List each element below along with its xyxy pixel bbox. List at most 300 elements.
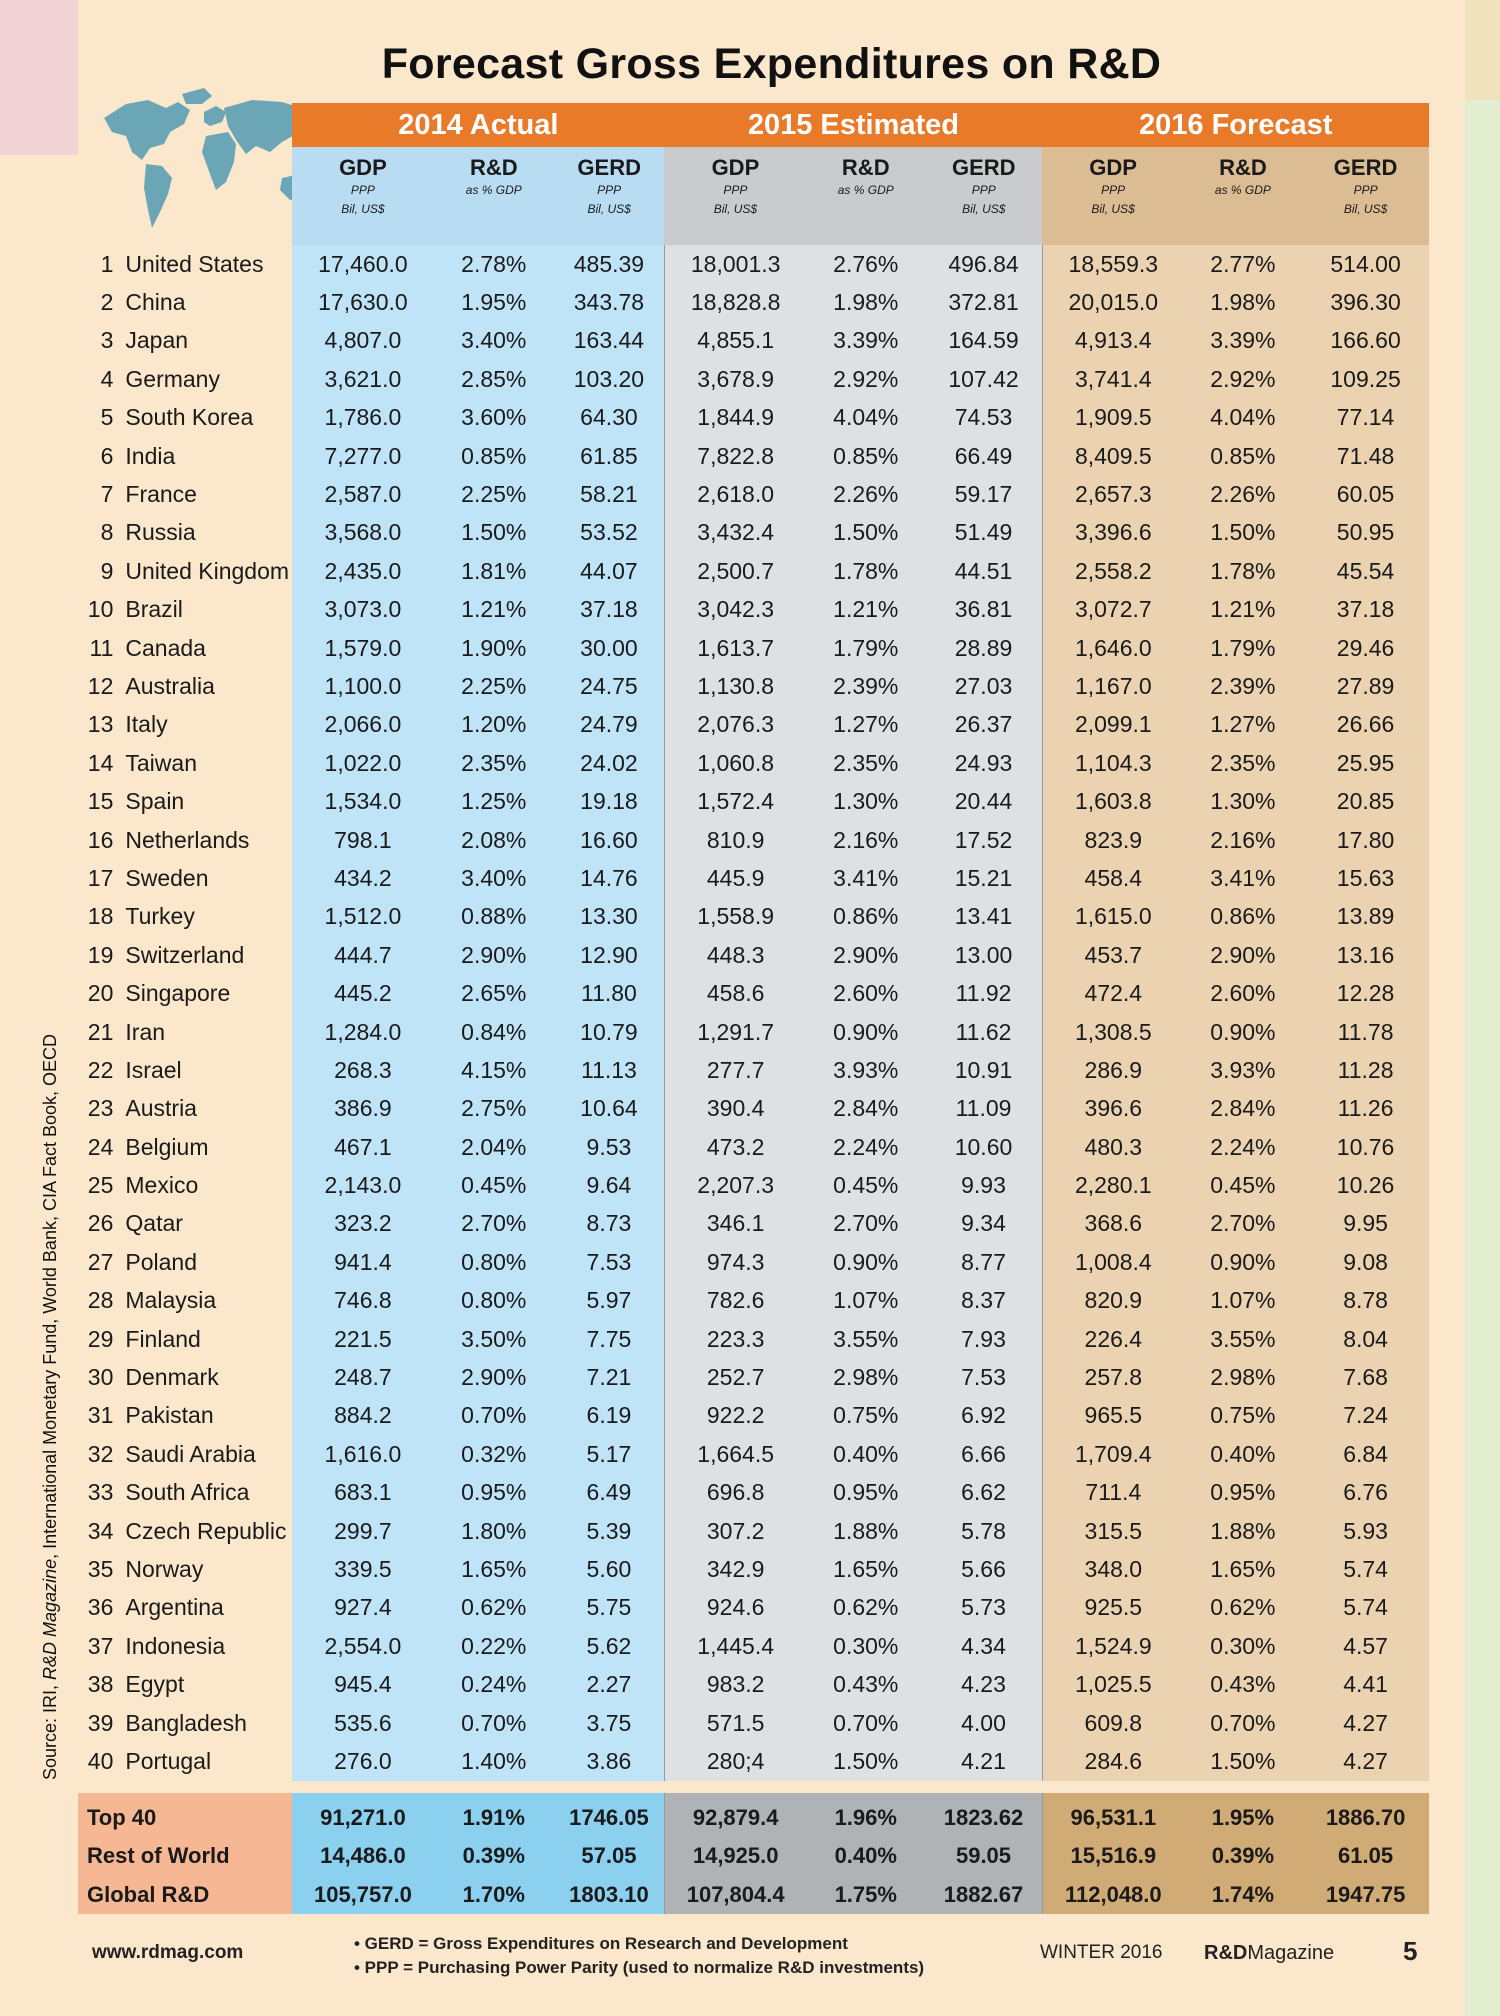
cell-gdp-2015: 1,291.7 (664, 1013, 806, 1051)
cell-country: Italy (125, 711, 168, 738)
cell-rd-2015: 3.39% (807, 322, 926, 360)
total-gerd-2015: 1823.62 (925, 1793, 1042, 1838)
cell-gerd-2016: 4.41 (1302, 1665, 1429, 1703)
cell-rd-2016: 2.92% (1184, 360, 1303, 398)
cell-country: Japan (125, 327, 189, 354)
cell-gerd-2016: 11.28 (1302, 1051, 1429, 1089)
subheader-rd: R&D as % GDP (807, 147, 926, 245)
cell-gerd-2014: 7.53 (554, 1243, 664, 1281)
cell-country: Mexico (125, 1172, 199, 1199)
cell-rank: 25 (87, 1172, 114, 1199)
table-row (78, 898, 1429, 936)
cell-gerd-2014: 163.44 (554, 322, 664, 360)
cell-country: Egypt (125, 1671, 185, 1698)
cell-gerd-2014: 6.49 (554, 1474, 664, 1512)
cell-rd-2015: 0.85% (807, 437, 926, 475)
cell-gdp-2014: 3,073.0 (292, 591, 433, 629)
cell-gerd-2014: 24.02 (554, 744, 664, 782)
cell-gdp-2015: 18,001.3 (664, 245, 806, 283)
cell-rd-2015: 1.78% (807, 552, 926, 590)
group-header-2014: 2014 Actual (292, 103, 664, 147)
cell-gerd-2016: 26.66 (1302, 706, 1429, 744)
cell-country: China (125, 289, 186, 316)
cell-gerd-2016: 109.25 (1302, 360, 1429, 398)
cell-gdp-2016: 4,913.4 (1042, 322, 1183, 360)
cell-gerd-2014: 16.60 (554, 821, 664, 859)
total-label: Global R&D (78, 1876, 292, 1915)
total-gerd-2015: 1882.67 (925, 1876, 1042, 1915)
cell-gerd-2014: 11.80 (554, 974, 664, 1012)
total-gerd-2015: 59.05 (925, 1837, 1042, 1876)
subheader-rd: R&D as % GDP (434, 147, 555, 245)
cell-gerd-2014: 53.52 (554, 514, 664, 552)
cell-gerd-2015: 13.41 (925, 898, 1042, 936)
cell-gdp-2015: 18,828.8 (664, 283, 806, 321)
cell-gdp-2015: 2,076.3 (664, 706, 806, 744)
cell-rank: 3 (100, 327, 114, 354)
cell-rd-2014: 3.40% (434, 859, 555, 897)
cell-gdp-2015: 922.2 (664, 1397, 806, 1435)
cell-gdp-2014: 884.2 (292, 1397, 433, 1435)
table-row (78, 1397, 1429, 1435)
cell-gerd-2015: 4.21 (925, 1742, 1042, 1780)
cell-rd-2014: 2.90% (434, 936, 555, 974)
table-row (78, 1512, 1429, 1550)
cell-rd-2015: 0.43% (807, 1665, 926, 1703)
cell-gerd-2016: 50.95 (1302, 514, 1429, 552)
cell-gdp-2014: 1,100.0 (292, 667, 433, 705)
total-rd-2016: 1.74% (1184, 1876, 1303, 1915)
cell-rd-2014: 1.80% (434, 1512, 555, 1550)
cell-rd-2016: 0.70% (1184, 1704, 1303, 1742)
cell-rank: 15 (87, 788, 114, 815)
cell-gerd-2014: 24.75 (554, 667, 664, 705)
total-gdp-2014: 14,486.0 (292, 1837, 433, 1876)
table-row (78, 1320, 1429, 1358)
cell-rank: 13 (87, 711, 114, 738)
cell-rd-2014: 1.20% (434, 706, 555, 744)
cell-country: Israel (125, 1056, 182, 1083)
cell-rd-2016: 1.30% (1184, 782, 1303, 820)
cell-rd-2015: 3.93% (807, 1051, 926, 1089)
cell-country: Poland (125, 1248, 198, 1275)
cell-country: Austria (125, 1095, 197, 1122)
cell-country: Iran (125, 1018, 166, 1045)
table-row (78, 859, 1429, 897)
cell-gdp-2015: 277.7 (664, 1051, 806, 1089)
edge-stripe-pink (0, 0, 78, 155)
total-gerd-2016: 1886.70 (1302, 1793, 1429, 1838)
cell-gerd-2014: 19.18 (554, 782, 664, 820)
cell-gerd-2014: 6.19 (554, 1397, 664, 1435)
total-label: Top 40 (78, 1793, 292, 1838)
cell-country: Netherlands (125, 826, 250, 853)
cell-gerd-2015: 17.52 (925, 821, 1042, 859)
table-row (78, 1243, 1429, 1281)
table-row (78, 283, 1429, 321)
cell-gdp-2016: 1,646.0 (1042, 629, 1183, 667)
cell-gdp-2014: 1,786.0 (292, 399, 433, 437)
cell-rd-2014: 1.81% (434, 552, 555, 590)
cell-rank: 40 (87, 1747, 114, 1774)
cell-gdp-2015: 3,678.9 (664, 360, 806, 398)
cell-rd-2015: 3.41% (807, 859, 926, 897)
cell-gerd-2015: 10.91 (925, 1051, 1042, 1089)
cell-gdp-2014: 746.8 (292, 1282, 433, 1320)
cell-gerd-2014: 343.78 (554, 283, 664, 321)
cell-rd-2014: 3.50% (434, 1320, 555, 1358)
group-header-2015: 2015 Estimated (664, 103, 1042, 147)
cell-rd-2016: 1.79% (1184, 629, 1303, 667)
cell-rd-2015: 3.55% (807, 1320, 926, 1358)
table-row (78, 1627, 1429, 1665)
cell-rd-2015: 2.98% (807, 1358, 926, 1396)
cell-rd-2016: 0.85% (1184, 437, 1303, 475)
cell-rd-2014: 2.78% (434, 245, 555, 283)
cell-gerd-2014: 10.79 (554, 1013, 664, 1051)
cell-gdp-2015: 458.6 (664, 974, 806, 1012)
cell-gerd-2016: 7.24 (1302, 1397, 1429, 1435)
cell-rd-2016: 3.39% (1184, 322, 1303, 360)
cell-country: Singapore (125, 980, 231, 1007)
cell-rd-2014: 0.88% (434, 898, 555, 936)
cell-gerd-2014: 11.13 (554, 1051, 664, 1089)
table-row (78, 706, 1429, 744)
cell-gerd-2014: 5.62 (554, 1627, 664, 1665)
total-row (78, 1876, 1429, 1915)
total-row (78, 1793, 1429, 1838)
cell-rd-2016: 2.35% (1184, 744, 1303, 782)
cell-rd-2014: 2.85% (434, 360, 555, 398)
cell-gerd-2014: 14.76 (554, 859, 664, 897)
cell-gdp-2015: 473.2 (664, 1128, 806, 1166)
cell-gdp-2014: 444.7 (292, 936, 433, 974)
cell-rank: 27 (87, 1248, 114, 1275)
cell-gdp-2014: 2,435.0 (292, 552, 433, 590)
total-gerd-2014: 1803.10 (554, 1876, 664, 1915)
cell-gdp-2015: 974.3 (664, 1243, 806, 1281)
cell-rank: 6 (100, 442, 114, 469)
cell-gdp-2015: 924.6 (664, 1589, 806, 1627)
cell-rd-2016: 2.60% (1184, 974, 1303, 1012)
cell-gerd-2015: 44.51 (925, 552, 1042, 590)
cell-rd-2016: 4.04% (1184, 399, 1303, 437)
cell-gdp-2016: 1,909.5 (1042, 399, 1183, 437)
cell-gerd-2014: 12.90 (554, 936, 664, 974)
cell-country: South Africa (125, 1479, 250, 1506)
cell-rd-2015: 0.62% (807, 1589, 926, 1627)
cell-rd-2016: 2.98% (1184, 1358, 1303, 1396)
cell-gerd-2015: 66.49 (925, 437, 1042, 475)
total-rd-2016: 0.39% (1184, 1837, 1303, 1876)
cell-gdp-2014: 323.2 (292, 1205, 433, 1243)
cell-rd-2015: 2.35% (807, 744, 926, 782)
cell-rd-2016: 1.50% (1184, 1742, 1303, 1780)
cell-gdp-2014: 1,284.0 (292, 1013, 433, 1051)
cell-rd-2014: 2.04% (434, 1128, 555, 1166)
cell-gdp-2014: 1,022.0 (292, 744, 433, 782)
table-row (78, 1704, 1429, 1742)
cell-gdp-2014: 221.5 (292, 1320, 433, 1358)
cell-gdp-2016: 284.6 (1042, 1742, 1183, 1780)
cell-rd-2014: 0.95% (434, 1474, 555, 1512)
cell-gerd-2015: 11.62 (925, 1013, 1042, 1051)
cell-gerd-2016: 5.93 (1302, 1512, 1429, 1550)
cell-gerd-2015: 4.00 (925, 1704, 1042, 1742)
cell-rank: 5 (100, 404, 114, 431)
cell-gerd-2015: 4.34 (925, 1627, 1042, 1665)
cell-country: United States (125, 250, 264, 277)
cell-gerd-2014: 103.20 (554, 360, 664, 398)
cell-gerd-2014: 5.75 (554, 1589, 664, 1627)
cell-rank: 28 (87, 1287, 114, 1314)
cell-gerd-2016: 514.00 (1302, 245, 1429, 283)
cell-country: Taiwan (125, 749, 197, 776)
cell-gerd-2016: 5.74 (1302, 1550, 1429, 1588)
cell-gerd-2016: 77.14 (1302, 399, 1429, 437)
cell-gerd-2015: 11.92 (925, 974, 1042, 1012)
table-row (78, 245, 1429, 283)
table-row (78, 782, 1429, 820)
cell-gerd-2016: 6.76 (1302, 1474, 1429, 1512)
cell-gdp-2016: 20,015.0 (1042, 283, 1183, 321)
cell-gerd-2015: 4.23 (925, 1665, 1042, 1703)
cell-gdp-2015: 696.8 (664, 1474, 806, 1512)
cell-gdp-2014: 2,143.0 (292, 1166, 433, 1204)
total-rd-2014: 0.39% (434, 1837, 555, 1876)
cell-rd-2014: 0.80% (434, 1282, 555, 1320)
cell-rd-2014: 2.70% (434, 1205, 555, 1243)
total-gerd-2014: 1746.05 (554, 1793, 664, 1838)
cell-gdp-2016: 348.0 (1042, 1550, 1183, 1588)
cell-gerd-2016: 11.78 (1302, 1013, 1429, 1051)
cell-gdp-2016: 458.4 (1042, 859, 1183, 897)
cell-gerd-2015: 5.78 (925, 1512, 1042, 1550)
cell-gerd-2015: 107.42 (925, 360, 1042, 398)
table-row (78, 1013, 1429, 1051)
cell-country: Russia (125, 519, 196, 546)
cell-gerd-2015: 20.44 (925, 782, 1042, 820)
cell-country: India (125, 442, 176, 469)
cell-gerd-2016: 166.60 (1302, 322, 1429, 360)
cell-gdp-2015: 1,844.9 (664, 399, 806, 437)
cell-rd-2014: 1.25% (434, 782, 555, 820)
cell-rank: 4 (100, 365, 114, 392)
cell-gerd-2015: 36.81 (925, 591, 1042, 629)
cell-gdp-2014: 386.9 (292, 1090, 433, 1128)
cell-gdp-2016: 1,104.3 (1042, 744, 1183, 782)
cell-country: Indonesia (125, 1632, 226, 1659)
cell-rd-2015: 2.70% (807, 1205, 926, 1243)
cell-gdp-2015: 448.3 (664, 936, 806, 974)
cell-rd-2015: 1.50% (807, 1742, 926, 1780)
table-row (78, 399, 1429, 437)
cell-gdp-2016: 472.4 (1042, 974, 1183, 1012)
cell-gdp-2015: 342.9 (664, 1550, 806, 1588)
cell-gerd-2016: 7.68 (1302, 1358, 1429, 1396)
total-gdp-2016: 112,048.0 (1042, 1876, 1183, 1915)
cell-gdp-2015: 280;4 (664, 1742, 806, 1780)
cell-gdp-2016: 1,524.9 (1042, 1627, 1183, 1665)
cell-gerd-2016: 37.18 (1302, 591, 1429, 629)
total-gdp-2016: 96,531.1 (1042, 1793, 1183, 1838)
cell-rd-2014: 3.60% (434, 399, 555, 437)
cell-gerd-2015: 13.00 (925, 936, 1042, 974)
cell-rd-2015: 1.50% (807, 514, 926, 552)
cell-rank: 21 (87, 1018, 114, 1045)
cell-gdp-2015: 4,855.1 (664, 322, 806, 360)
cell-rd-2016: 0.62% (1184, 1589, 1303, 1627)
cell-rank: 38 (87, 1671, 114, 1698)
total-gdp-2014: 91,271.0 (292, 1793, 433, 1838)
cell-rank: 26 (87, 1210, 114, 1237)
cell-gdp-2014: 339.5 (292, 1550, 433, 1588)
total-rd-2014: 1.91% (434, 1793, 555, 1838)
cell-gdp-2014: 3,568.0 (292, 514, 433, 552)
cell-gdp-2015: 223.3 (664, 1320, 806, 1358)
cell-rd-2016: 2.26% (1184, 475, 1303, 513)
cell-gerd-2016: 4.27 (1302, 1742, 1429, 1780)
table-row (78, 1742, 1429, 1780)
cell-gdp-2016: 823.9 (1042, 821, 1183, 859)
cell-gdp-2016: 1,603.8 (1042, 782, 1183, 820)
table-row (78, 475, 1429, 513)
cell-gdp-2014: 1,512.0 (292, 898, 433, 936)
cell-gdp-2014: 445.2 (292, 974, 433, 1012)
subheader-gerd: GERD PPP Bil, US$ (1302, 147, 1429, 245)
cell-gdp-2016: 18,559.3 (1042, 245, 1183, 283)
cell-rd-2016: 1.27% (1184, 706, 1303, 744)
cell-gerd-2014: 9.53 (554, 1128, 664, 1166)
cell-rd-2016: 0.86% (1184, 898, 1303, 936)
cell-gerd-2014: 5.97 (554, 1282, 664, 1320)
total-label: Rest of World (78, 1837, 292, 1876)
cell-rd-2016: 0.40% (1184, 1435, 1303, 1473)
cell-gdp-2015: 252.7 (664, 1358, 806, 1396)
table-row (78, 1589, 1429, 1627)
table-row (78, 322, 1429, 360)
cell-gerd-2016: 10.76 (1302, 1128, 1429, 1166)
cell-gdp-2016: 226.4 (1042, 1320, 1183, 1358)
cell-rank: 34 (87, 1517, 114, 1544)
footer-url[interactable]: www.rdmag.com (92, 1942, 244, 1963)
footnote-gerd: • GERD = Gross Expenditures on Research and Development (354, 1934, 848, 1953)
cell-gerd-2015: 28.89 (925, 629, 1042, 667)
cell-gerd-2016: 17.80 (1302, 821, 1429, 859)
cell-rd-2014: 1.65% (434, 1550, 555, 1588)
subheader-gdp: GDP PPP Bil, US$ (292, 147, 433, 245)
cell-rd-2016: 1.98% (1184, 283, 1303, 321)
cell-country: Turkey (125, 903, 195, 930)
cell-rank: 39 (87, 1709, 114, 1736)
cell-rd-2016: 0.30% (1184, 1627, 1303, 1665)
cell-country: Belgium (125, 1133, 209, 1160)
cell-rd-2014: 1.90% (434, 629, 555, 667)
cell-gdp-2015: 810.9 (664, 821, 806, 859)
cell-gerd-2015: 6.92 (925, 1397, 1042, 1435)
cell-gdp-2016: 1,709.4 (1042, 1435, 1183, 1473)
cell-rank: 36 (87, 1594, 114, 1621)
cell-gerd-2016: 11.26 (1302, 1090, 1429, 1128)
cell-rank: 35 (87, 1555, 114, 1582)
cell-gdp-2016: 1,008.4 (1042, 1243, 1183, 1281)
table-row (78, 821, 1429, 859)
cell-gdp-2016: 1,167.0 (1042, 667, 1183, 705)
cell-country: Portugal (125, 1747, 212, 1774)
cell-rd-2015: 2.84% (807, 1090, 926, 1128)
cell-rd-2015: 0.90% (807, 1013, 926, 1051)
cell-rd-2014: 0.24% (434, 1665, 555, 1703)
cell-gdp-2014: 3,621.0 (292, 360, 433, 398)
cell-rank: 32 (87, 1440, 114, 1467)
cell-gerd-2016: 10.26 (1302, 1166, 1429, 1204)
subheader-gerd: GERD PPP Bil, US$ (925, 147, 1042, 245)
cell-gdp-2014: 1,579.0 (292, 629, 433, 667)
cell-gdp-2016: 1,308.5 (1042, 1013, 1183, 1051)
cell-country: Argentina (125, 1594, 224, 1621)
cell-gerd-2016: 9.95 (1302, 1205, 1429, 1243)
total-gerd-2016: 61.05 (1302, 1837, 1429, 1876)
table-row (78, 437, 1429, 475)
cell-rd-2015: 0.45% (807, 1166, 926, 1204)
cell-gerd-2014: 2.27 (554, 1665, 664, 1703)
cell-rd-2016: 0.95% (1184, 1474, 1303, 1512)
cell-gerd-2014: 5.39 (554, 1512, 664, 1550)
cell-rd-2015: 0.30% (807, 1627, 926, 1665)
cell-rd-2015: 2.39% (807, 667, 926, 705)
cell-rd-2015: 0.40% (807, 1435, 926, 1473)
cell-rd-2015: 1.21% (807, 591, 926, 629)
cell-rank: 14 (87, 749, 114, 776)
source-note: Source: IRI, R&D Magazine, International Monetary Fund, World Bank, CIA Fact Book, OECD (40, 1033, 60, 1780)
total-gdp-2016: 15,516.9 (1042, 1837, 1183, 1876)
table-row (78, 360, 1429, 398)
cell-gerd-2016: 71.48 (1302, 437, 1429, 475)
cell-country: Denmark (125, 1364, 219, 1391)
table-row (78, 1090, 1429, 1128)
cell-rd-2015: 1.27% (807, 706, 926, 744)
cell-gdp-2014: 4,807.0 (292, 322, 433, 360)
cell-gdp-2015: 983.2 (664, 1665, 806, 1703)
cell-rank: 30 (87, 1364, 114, 1391)
cell-gdp-2015: 1,613.7 (664, 629, 806, 667)
cell-gdp-2015: 1,572.4 (664, 782, 806, 820)
cell-gdp-2016: 1,615.0 (1042, 898, 1183, 936)
cell-rd-2014: 0.32% (434, 1435, 555, 1473)
cell-gerd-2016: 9.08 (1302, 1243, 1429, 1281)
cell-gdp-2015: 3,432.4 (664, 514, 806, 552)
cell-gdp-2016: 1,025.5 (1042, 1665, 1183, 1703)
cell-country: Sweden (125, 864, 209, 891)
cell-gdp-2015: 3,042.3 (664, 591, 806, 629)
cell-gdp-2016: 609.8 (1042, 1704, 1183, 1742)
cell-rd-2014: 0.22% (434, 1627, 555, 1665)
cell-gdp-2014: 1,616.0 (292, 1435, 433, 1473)
cell-gdp-2014: 2,554.0 (292, 1627, 433, 1665)
total-rd-2014: 1.70% (434, 1876, 555, 1915)
cell-gerd-2014: 10.64 (554, 1090, 664, 1128)
cell-rd-2014: 1.40% (434, 1742, 555, 1780)
cell-country: Czech Republic (125, 1517, 287, 1544)
cell-gerd-2015: 74.53 (925, 399, 1042, 437)
cell-country: Spain (125, 788, 185, 815)
cell-gdp-2014: 683.1 (292, 1474, 433, 1512)
cell-rd-2016: 0.75% (1184, 1397, 1303, 1435)
cell-gerd-2015: 6.66 (925, 1435, 1042, 1473)
table-row (78, 1665, 1429, 1703)
cell-gerd-2014: 3.86 (554, 1742, 664, 1780)
cell-gdp-2016: 286.9 (1042, 1051, 1183, 1089)
